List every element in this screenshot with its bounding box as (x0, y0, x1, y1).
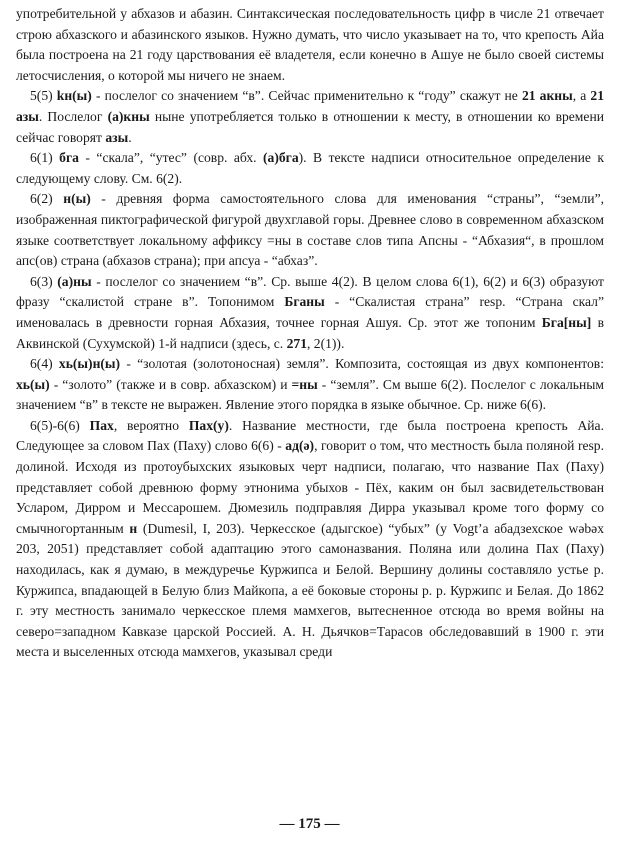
bold-term: азы (105, 129, 129, 145)
text-run: - “скала”, “утес” (совр. абх. (78, 150, 263, 166)
text-run: (Dumesil, I, 203). Черкесское (адыгское) “убых” (у Vogt’a абадзехское wəbəx 203, 2051) представляет собой адаптацию этого самоназвания. Поляна или долина Пах (Паху) находилась, как я думаю, в междуречье Куржипса и Белой. Вершину долины составляло устье р. Куржипса, впадающей в Белую близ Майкопа, а её боковые стороны р. р. Куржипс и Белая. До 1862 г. эту местность занимало черкесское племя мамхегов, вытесненное отсюда во время войны на северо=западном Кавказе царской Россией. А. Н. Дьячков=Тарасов обследовавший в 1900 г. эти места и выселенных отсюда мамхегов, указывал среди (16, 520, 604, 660)
paragraph (16, 148, 604, 189)
bold-term: (а)бга (263, 150, 299, 166)
text-run: 6(1) (30, 150, 60, 166)
paragraph (16, 354, 604, 416)
bold-term: н (129, 520, 138, 536)
bold-term: (а)ны (57, 273, 92, 289)
bold-term: Бга[ны] (541, 314, 592, 330)
text-run: - “земля”. См выше 6(2). Послелог с локальным значением “в” в тексте не выражен. Явление этого порядка в языке обычное. Ср. ниже 6(6). (16, 376, 604, 413)
text-run: , говорит о том, что местность была поляной resp. долиной. Исходя из протоубыхских языковых черт надписи, полагаю, что название Пах (Паху) представляет собой древнюю форму этнонима убыхов - Пёх, каким он был засвидетельствован Усларом, Дирром и Мессарошем. Дюмезиль подправляя Дирра указывал кроме того форму со смычногортанным (16, 438, 604, 536)
bold-term: бга (59, 150, 79, 166)
text-run: 6(2) (30, 191, 64, 207)
text-run: - послелог со значением “в”. Ср. выше 4(2). В целом слова 6(1), 6(2) и 6(3) образуют фразу “скалистой стране в”. Топонимом (16, 273, 604, 310)
text-run: ныне употребляется только в отношении к месту, в отношении ко времени сейчас говорят (16, 108, 604, 145)
text-run: - послелог со значением “в”. Сейчас применительно к “году” скажут не (91, 88, 522, 104)
text-run: - “золотая (золотоносная) земля”. Композита, состоящая из двух компонентов: (120, 356, 604, 372)
text-run: в Аквинской (Сухумской) 1-й надписи (здесь, с. (16, 314, 604, 351)
text-run: , а (572, 88, 591, 104)
paragraph (16, 189, 604, 271)
text-run: употребительной у абхазов и абазин. Синтаксическая последовательность цифр в числе 21 отвечает строю абхазского и абазинского языков. Нужно думать, что число указывает на то, что крепость Айа была построена на 21 году царствования её владетеля, если конечно в Ашуе не было своей системы летосчисления, о которой мы ничего не знаем. (16, 6, 604, 83)
bold-term: (а)кны (107, 108, 150, 124)
text-run: . (128, 129, 132, 145)
text-run: ). В тексте надписи относительное определение к следующему слову. См. 6(2). (16, 150, 604, 186)
bold-term: kн(ы) (56, 88, 92, 104)
text-run: , вероятно (113, 417, 189, 433)
paragraph (16, 4, 604, 86)
text-run: - древняя форма самостоятельного слова для именования “страны”, “земли”, изображенная пиктографической фигурой двухглавой горы. Древнее слово в современном абхазском языке соответствует локальному аффиксу =ны в составе слов типа Апсны - “Абхазия“, в прошлом апс(ов) страна (абхазов страна); при апсуа - “абхаз”. (16, 191, 604, 269)
text-run: . Послелог (38, 108, 108, 124)
bold-term: 21 азы (16, 88, 604, 124)
text-run: - “золото” (также и в совр. абхазском) и (49, 376, 292, 392)
bold-term: хь(ы)н(ы) (58, 356, 121, 372)
bold-term: =ны (291, 376, 318, 392)
bold-term: ад(ə) (285, 438, 315, 454)
bold-term: хь(ы) (16, 376, 50, 392)
paragraph (16, 86, 604, 148)
page-text-column (16, 4, 604, 814)
paragraph (16, 416, 604, 663)
bold-term: Бганы (284, 294, 325, 310)
text-run: 6(3) (30, 273, 58, 289)
bold-term: Пах (89, 417, 114, 433)
text-run: 6(5)-6(6) (30, 417, 90, 433)
bold-term: Пах(у) (188, 417, 229, 433)
text-run: . Название местности, где была построена крепость Айа. Следующее за словом Пах (Паху) слово 6(6) - (16, 417, 604, 454)
bold-term: 271 (286, 335, 307, 351)
text-run: , 2(1)). (306, 335, 345, 351)
text-run: 6(4) (30, 356, 59, 372)
text-run: 5(5) (30, 88, 57, 104)
paragraph (16, 272, 604, 354)
page-number: — 175 — (279, 816, 340, 832)
bold-term: н(ы) (63, 191, 91, 207)
bold-term: 21 акны (521, 88, 573, 104)
text-run: - “Скалистая страна” resp. “Страна скал” именовалась в древности горная Абхазия, точнее горная Ашуя. Ср. этот же топоним (16, 294, 604, 330)
